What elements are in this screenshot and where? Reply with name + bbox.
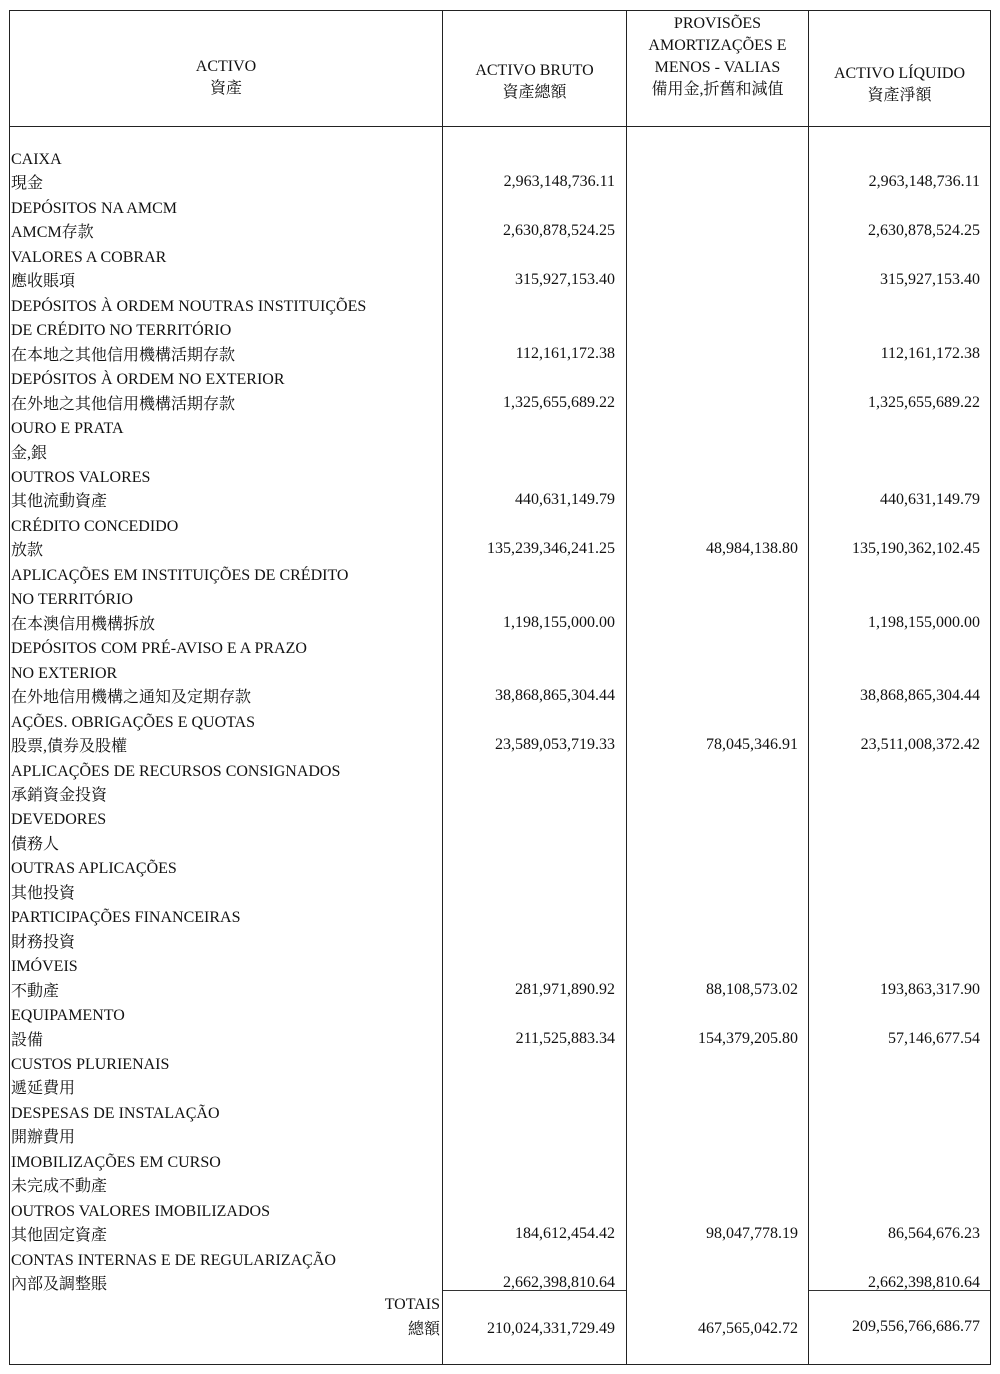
row-label-line: 開辦費用: [11, 1129, 76, 1147]
row-label-line: 其他固定資產: [11, 1227, 108, 1245]
header-activo-zh: 資產: [209, 80, 242, 97]
totals-label-zh: 總額: [407, 1321, 440, 1338]
header-provisoes-pt1: PROVISÕES: [673, 15, 762, 32]
totals-rule-liquido: [809, 1290, 990, 1291]
column-border-right: [990, 10, 991, 1364]
row-label-line: CONTAS INTERNAS E DE REGULARIZAÇÃO: [11, 1251, 336, 1269]
row-label-line: 未完成不動產: [11, 1178, 108, 1196]
totals-provisoes: 467,565,042.72: [698, 1320, 798, 1337]
header-provisoes-zh: 備用金,折舊和減值: [651, 81, 784, 98]
row-label-line: DEPÓSITOS À ORDEM NO EXTERIOR: [11, 371, 285, 389]
row-value-liquido: 2,630,878,524.25: [868, 222, 980, 240]
row-value-liquido: 86,564,676.23: [888, 1225, 980, 1243]
table-top-border: [9, 10, 991, 11]
header-provisoes-pt2: AMORTIZAÇÕES E: [648, 37, 787, 54]
header-bruto-zh: 資產總額: [502, 84, 567, 101]
row-label-line: NO TERRITÓRIO: [11, 591, 133, 609]
row-label-line: DEPÓSITOS COM PRÉ-AVISO E A PRAZO: [11, 640, 307, 658]
row-label-line: IMÓVEIS: [11, 958, 78, 976]
totals-rule-bruto: [443, 1290, 626, 1291]
row-label-line: 其他投資: [11, 884, 76, 902]
row-value-provisoes: 98,047,778.19: [706, 1225, 798, 1243]
row-label-line: 遞延費用: [11, 1080, 76, 1098]
row-label-line: 財務投資: [11, 933, 76, 951]
row-label-line: 應收賬項: [11, 273, 76, 291]
row-label-line: VALORES A COBRAR: [11, 248, 167, 266]
row-label-line: 不動產: [11, 982, 60, 1000]
row-label-line: 在外地信用機構之通知及定期存款: [11, 689, 252, 707]
row-label-line: 債務人: [11, 835, 60, 853]
row-value-provisoes: 154,379,205.80: [698, 1029, 798, 1047]
header-liquido-pt: ACTIVO LÍQUIDO: [833, 65, 966, 82]
row-label-line: 股票,債券及股權: [11, 738, 128, 756]
row-value-bruto: 315,927,153.40: [515, 271, 615, 289]
row-label-line: OUTROS VALORES: [11, 468, 151, 486]
header-activo-pt: ACTIVO: [195, 58, 257, 75]
row-value-liquido: 57,146,677.54: [888, 1029, 980, 1047]
row-value-bruto: 2,963,148,736.11: [503, 173, 615, 191]
row-label-line: DESPESAS DE INSTALAÇÃO: [11, 1104, 220, 1122]
row-value-bruto: 184,612,454.42: [515, 1225, 615, 1243]
row-label-line: 金,銀: [11, 444, 48, 462]
row-value-bruto: 211,525,883.34: [515, 1029, 615, 1047]
totals-bruto: 210,024,331,729.49: [487, 1320, 615, 1337]
header-activo-liquido: [809, 63, 990, 107]
row-label-line: 其他流動資產: [11, 493, 108, 511]
row-value-bruto: 281,971,890.92: [515, 980, 615, 998]
row-label-line: DEPÓSITOS NA AMCM: [11, 199, 177, 217]
totals-label-pt: TOTAIS: [384, 1296, 440, 1313]
column-border-left: [9, 10, 10, 1364]
row-label-line: AÇÕES. OBRIGAÇÕES E QUOTAS: [11, 713, 256, 731]
row-value-liquido: 2,963,148,736.11: [868, 173, 980, 191]
row-value-liquido: 38,868,865,304.44: [860, 687, 980, 705]
column-border-2: [626, 10, 627, 1364]
row-value-liquido: 1,325,655,689.22: [868, 393, 980, 411]
header-activo: [10, 56, 442, 100]
row-label-line: OUTRAS APLICAÇÕES: [11, 860, 177, 878]
header-provisoes-pt3: MENOS - VALIAS: [654, 59, 781, 76]
row-value-liquido: 2,662,398,810.64: [868, 1274, 980, 1292]
header-provisoes: [627, 13, 808, 101]
totals-liquido: 209,556,766,686.77: [852, 1318, 980, 1335]
row-label-line: CUSTOS PLURIENAIS: [11, 1056, 170, 1074]
row-value-provisoes: 48,984,138.80: [706, 540, 798, 558]
row-value-liquido: 440,631,149.79: [880, 491, 980, 509]
row-label-line: AMCM存款: [11, 224, 94, 242]
row-value-bruto: 2,630,878,524.25: [503, 222, 615, 240]
row-value-liquido: 315,927,153.40: [880, 271, 980, 289]
table-bottom-border: [9, 1364, 991, 1365]
row-label-line: 在外地之其他信用機構活期存款: [11, 395, 236, 413]
row-label-line: EQUIPAMENTO: [11, 1007, 125, 1025]
row-label-line: OURO E PRATA: [11, 420, 124, 438]
row-label-line: 放款: [11, 542, 44, 560]
row-label-line: 在本澳信用機構拆放: [11, 615, 156, 633]
row-label-line: APLICAÇÕES EM INSTITUIÇÕES DE CRÉDITO: [11, 566, 349, 584]
row-value-bruto: 1,198,155,000.00: [503, 613, 615, 631]
row-value-liquido: 23,511,008,372.42: [860, 736, 980, 754]
row-value-bruto: 112,161,172.38: [515, 344, 615, 362]
header-bruto-pt: ACTIVO BRUTO: [475, 62, 594, 79]
row-label-line: CRÉDITO CONCEDIDO: [11, 517, 179, 535]
row-value-provisoes: 88,108,573.02: [706, 980, 798, 998]
row-label-line: OUTROS VALORES IMOBILIZADOS: [11, 1202, 270, 1220]
row-value-bruto: 440,631,149.79: [515, 491, 615, 509]
row-label-line: 在本地之其他信用機構活期存款: [11, 346, 236, 364]
row-label-line: DE CRÉDITO NO TERRITÓRIO: [11, 322, 232, 340]
header-liquido-zh: 資產淨額: [867, 87, 932, 104]
header-activo-bruto: [443, 60, 626, 104]
row-label-line: PARTICIPAÇÕES FINANCEIRAS: [11, 909, 241, 927]
row-value-liquido: 135,190,362,102.45: [852, 540, 980, 558]
row-value-bruto: 135,239,346,241.25: [487, 540, 615, 558]
row-value-liquido: 112,161,172.38: [880, 344, 980, 362]
row-label-line: DEPÓSITOS À ORDEM NOUTRAS INSTITUIÇÕES: [11, 297, 367, 315]
header-bottom-border: [9, 126, 991, 127]
row-label-line: IMOBILIZAÇÕES EM CURSO: [11, 1153, 221, 1171]
row-value-bruto: 23,589,053,719.33: [495, 736, 615, 754]
row-label-line: 現金: [11, 175, 44, 193]
row-label-line: CAIXA: [11, 151, 62, 168]
row-value-provisoes: 78,045,346.91: [706, 736, 798, 754]
row-label-line: APLICAÇÕES DE RECURSOS CONSIGNADOS: [11, 762, 341, 780]
row-value-bruto: 1,325,655,689.22: [503, 393, 615, 411]
row-label-line: NO EXTERIOR: [11, 664, 118, 682]
row-label-line: 承銷資金投資: [11, 786, 108, 804]
row-label-line: 設備: [11, 1031, 44, 1049]
row-label-line: 內部及調整賬: [11, 1276, 108, 1294]
row-value-bruto: 38,868,865,304.44: [495, 687, 615, 705]
row-label-line: DEVEDORES: [11, 811, 107, 829]
row-value-bruto: 2,662,398,810.64: [503, 1274, 615, 1292]
row-value-liquido: 193,863,317.90: [880, 980, 980, 998]
row-value-liquido: 1,198,155,000.00: [868, 613, 980, 631]
